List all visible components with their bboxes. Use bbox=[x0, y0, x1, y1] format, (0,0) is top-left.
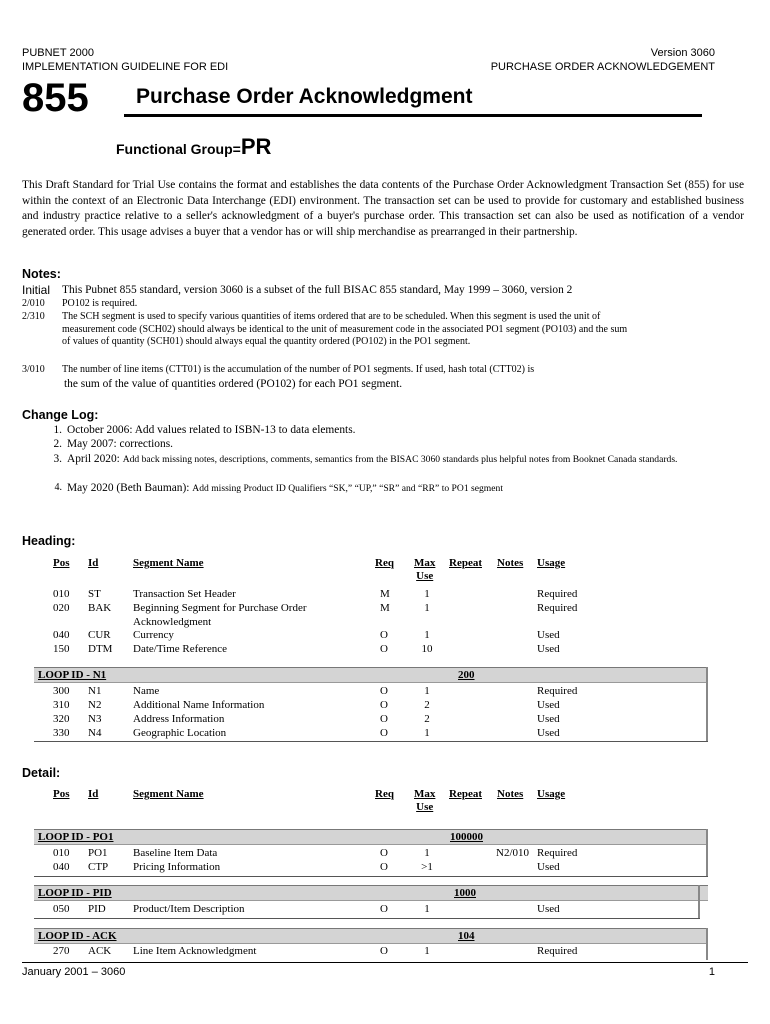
row-pos: 040 bbox=[53, 861, 70, 873]
header-version: Version 3060 bbox=[650, 47, 715, 59]
loop-id: LOOP ID - PID bbox=[38, 887, 112, 899]
row-max: 2 bbox=[424, 713, 430, 725]
row-max: 1 bbox=[424, 945, 430, 957]
note-code: Initial bbox=[22, 283, 51, 297]
row-usage: Used bbox=[537, 713, 560, 725]
detail-section-label: Detail: bbox=[22, 766, 61, 780]
intro-paragraph: This Draft Standard for Trial Use contains the format and establishes the data contents of the Purchase Order Acknowledgment Transaction Set (855) for use within the context of an Electronic Data Interchange (EDI) environment. The transaction set can be used to provide for customary and established business and industry practice relative to a seller's acknowledgment of a buyer's purchase order. This transaction set can also be used as notification of a vendor generated order. This usage advises a buyer that a vendor has or will ship merchandise as prearranged in their partnership. bbox=[22, 179, 744, 238]
row-req: O bbox=[380, 643, 388, 655]
row-req: O bbox=[380, 727, 388, 739]
header-guideline: IMPLEMENTATION GUIDELINE FOR EDI bbox=[22, 61, 229, 73]
loop-bottom-rule bbox=[34, 876, 708, 877]
changelog-num: 2. bbox=[53, 438, 62, 450]
col-repeat: Repeat bbox=[449, 788, 482, 800]
row-id: BAK bbox=[88, 602, 112, 614]
row-id: PO1 bbox=[88, 847, 108, 859]
row-pos: 040 bbox=[53, 629, 70, 641]
row-req: O bbox=[380, 861, 388, 873]
row-name bbox=[133, 602, 353, 629]
col-segment-name: Segment Name bbox=[133, 557, 204, 569]
loop-header-po1 bbox=[34, 829, 708, 845]
changelog-text: October 2006: Add values related to ISBN-13 to data elements. bbox=[67, 424, 356, 436]
row-pos: 050 bbox=[53, 903, 70, 915]
row-id: N3 bbox=[88, 713, 102, 725]
changelog-desc: Add missing Product ID Qualifiers “SK,” “UP,” “SR” and “RR” to PO1 segment bbox=[192, 483, 503, 494]
page-title: Purchase Order Acknowledgment bbox=[136, 85, 473, 108]
changelog-num: 4. bbox=[54, 482, 62, 493]
row-id: CUR bbox=[88, 629, 111, 641]
row-id: N1 bbox=[88, 685, 102, 697]
loop-repeat: 100000 bbox=[450, 831, 483, 843]
row-req: M bbox=[380, 602, 390, 614]
row-name: Geographic Location bbox=[133, 727, 227, 739]
col-max-use bbox=[414, 557, 435, 583]
col-req: Req bbox=[375, 557, 394, 569]
row-usage: Used bbox=[537, 903, 560, 915]
row-req: O bbox=[380, 699, 388, 711]
changelog-text: May 2007: corrections. bbox=[67, 438, 173, 450]
row-pos: 010 bbox=[53, 588, 70, 600]
col-req: Req bbox=[375, 788, 394, 800]
col-id: Id bbox=[88, 557, 99, 569]
loop-edge bbox=[706, 928, 708, 960]
page-number: 1 bbox=[708, 966, 715, 978]
row-usage: Required bbox=[537, 945, 578, 957]
col-repeat: Repeat bbox=[449, 557, 482, 569]
row-id: N4 bbox=[88, 727, 102, 739]
changelog-heading: Change Log: bbox=[22, 408, 99, 422]
changelog-num: 3. bbox=[53, 453, 62, 465]
loop-edge bbox=[698, 885, 700, 918]
loop-id: LOOP ID - N1 bbox=[38, 669, 107, 681]
row-pos: 300 bbox=[53, 685, 70, 697]
row-id: N2 bbox=[88, 699, 102, 711]
col-segment-name: Segment Name bbox=[133, 788, 204, 800]
col-id: Id bbox=[88, 788, 99, 800]
row-usage: Required bbox=[537, 685, 578, 697]
note-code: 2/010 bbox=[22, 298, 45, 309]
notes-heading: Notes: bbox=[22, 267, 61, 281]
row-pos: 010 bbox=[53, 847, 70, 859]
row-req: M bbox=[380, 588, 390, 600]
row-name: Baseline Item Data bbox=[133, 847, 218, 859]
row-usage: Used bbox=[537, 727, 560, 739]
col-use: Use bbox=[416, 570, 434, 582]
row-max: 1 bbox=[424, 602, 430, 614]
changelog-date: April 2020: bbox=[67, 453, 120, 465]
note-text: The number of line items (CTT01) is the accumulation of the number of PO1 segments. If used, hash total (CTT02) is bbox=[62, 364, 535, 375]
functional-group bbox=[116, 136, 271, 160]
row-name-line2: Acknowledgment bbox=[133, 615, 212, 628]
col-pos: Pos bbox=[53, 788, 70, 800]
col-notes: Notes bbox=[497, 557, 524, 569]
row-name: Address Information bbox=[133, 713, 225, 725]
row-usage: Used bbox=[537, 699, 560, 711]
title-rule bbox=[124, 114, 702, 117]
row-pos: 310 bbox=[53, 699, 70, 711]
loop-header-pid bbox=[34, 885, 708, 901]
changelog-desc: Add back missing notes, descriptions, comments, semantics from the BISAC 3060 standards plus helpful notes from Booknet Canada standards. bbox=[122, 454, 678, 465]
loop-header-n1 bbox=[34, 667, 708, 683]
row-usage: Required bbox=[537, 847, 578, 859]
loop-bottom-rule bbox=[34, 918, 700, 919]
row-req: O bbox=[380, 629, 388, 641]
col-notes: Notes bbox=[497, 788, 524, 800]
row-id: PID bbox=[88, 903, 106, 915]
changelog-date: May 2020 (Beth Bauman): bbox=[67, 482, 190, 494]
loop-id: LOOP ID - PO1 bbox=[38, 831, 114, 843]
row-name: Pricing Information bbox=[133, 861, 221, 873]
loop-header-ack bbox=[34, 928, 708, 944]
transaction-set-number: 855 bbox=[22, 76, 89, 120]
row-req: O bbox=[380, 713, 388, 725]
row-id: CTP bbox=[88, 861, 109, 873]
row-usage: Used bbox=[537, 643, 560, 655]
col-max: Max bbox=[414, 557, 436, 569]
row-pos: 150 bbox=[53, 643, 70, 655]
col-usage: Usage bbox=[537, 557, 566, 569]
row-name-line1: Beginning Segment for Purchase Order bbox=[133, 602, 307, 614]
col-pos: Pos bbox=[53, 557, 70, 569]
loop-edge bbox=[706, 829, 708, 876]
note-text-cont: the sum of the value of quantities ordered (PO102) for each PO1 segment. bbox=[64, 378, 403, 390]
row-id: ACK bbox=[88, 945, 112, 957]
header-doc-type: PURCHASE ORDER ACKNOWLEDGEMENT bbox=[490, 61, 715, 73]
note-code: 3/010 bbox=[22, 364, 45, 375]
loop-repeat: 200 bbox=[458, 669, 475, 681]
changelog-num: 1. bbox=[53, 424, 62, 436]
row-name: Additional Name Information bbox=[133, 699, 265, 711]
changelog-text bbox=[67, 452, 747, 467]
note-text: PO102 is required. bbox=[62, 298, 138, 309]
row-name: Transaction Set Header bbox=[133, 588, 236, 600]
changelog-text bbox=[67, 481, 747, 496]
heading-section-label: Heading: bbox=[22, 534, 76, 548]
header-left bbox=[22, 46, 228, 74]
row-notes: N2/010 bbox=[496, 847, 529, 859]
note-text: The SCH segment is used to specify various quantities of items ordered that are to be scheduled. When this segment is used the unit of measurement code (SCH02) should always be identical to the unit of measurement code in the associated PO1 segment (PO103) and the sum of values of quantity (SCH01) should always equal the quantity ordered (PO102) in the PO1 segment. bbox=[62, 311, 628, 348]
footer-rule bbox=[22, 962, 748, 963]
row-max: 2 bbox=[424, 699, 430, 711]
loop-repeat: 1000 bbox=[454, 887, 476, 899]
row-name: Product/Item Description bbox=[133, 903, 245, 915]
loop-edge bbox=[706, 667, 708, 741]
row-max: 10 bbox=[421, 643, 433, 655]
row-pos: 270 bbox=[53, 945, 70, 957]
footer-date: January 2001 – 3060 bbox=[22, 966, 126, 978]
row-req: O bbox=[380, 945, 388, 957]
row-max: 1 bbox=[424, 727, 430, 739]
loop-repeat: 104 bbox=[458, 930, 475, 942]
row-usage: Used bbox=[537, 861, 560, 873]
row-name: Date/Time Reference bbox=[133, 643, 227, 655]
row-max: 1 bbox=[424, 903, 430, 915]
row-max: >1 bbox=[421, 861, 433, 873]
functional-group-label: Functional Group= bbox=[116, 141, 241, 157]
header-org: PUBNET 2000 bbox=[22, 47, 94, 59]
col-use: Use bbox=[416, 801, 434, 813]
col-max: Max bbox=[414, 788, 436, 800]
note-text: This Pubnet 855 standard, version 3060 is a subset of the full BISAC 855 standard, May 1999 – 3060, version 2 bbox=[62, 284, 573, 296]
row-req: O bbox=[380, 903, 388, 915]
row-name: Line Item Acknowledgment bbox=[133, 945, 257, 957]
row-usage: Required bbox=[537, 602, 578, 614]
header-right bbox=[491, 46, 715, 74]
loop-id: LOOP ID - ACK bbox=[38, 930, 117, 942]
row-id: DTM bbox=[88, 643, 113, 655]
note-code: 2/310 bbox=[22, 311, 45, 322]
row-usage: Required bbox=[537, 588, 578, 600]
row-max: 1 bbox=[424, 847, 430, 859]
row-pos: 320 bbox=[53, 713, 70, 725]
row-max: 1 bbox=[424, 629, 430, 641]
row-max: 1 bbox=[424, 685, 430, 697]
col-max-use bbox=[414, 788, 435, 814]
row-req: O bbox=[380, 847, 388, 859]
row-usage: Used bbox=[537, 629, 560, 641]
row-max: 1 bbox=[424, 588, 430, 600]
functional-group-value: PR bbox=[240, 134, 272, 159]
loop-bottom-rule bbox=[34, 741, 708, 742]
row-name: Name bbox=[133, 685, 160, 697]
row-id: ST bbox=[88, 588, 101, 600]
row-pos: 330 bbox=[53, 727, 70, 739]
row-req: O bbox=[380, 685, 388, 697]
col-usage: Usage bbox=[537, 788, 566, 800]
row-name: Currency bbox=[133, 629, 174, 641]
row-pos: 020 bbox=[53, 602, 70, 614]
